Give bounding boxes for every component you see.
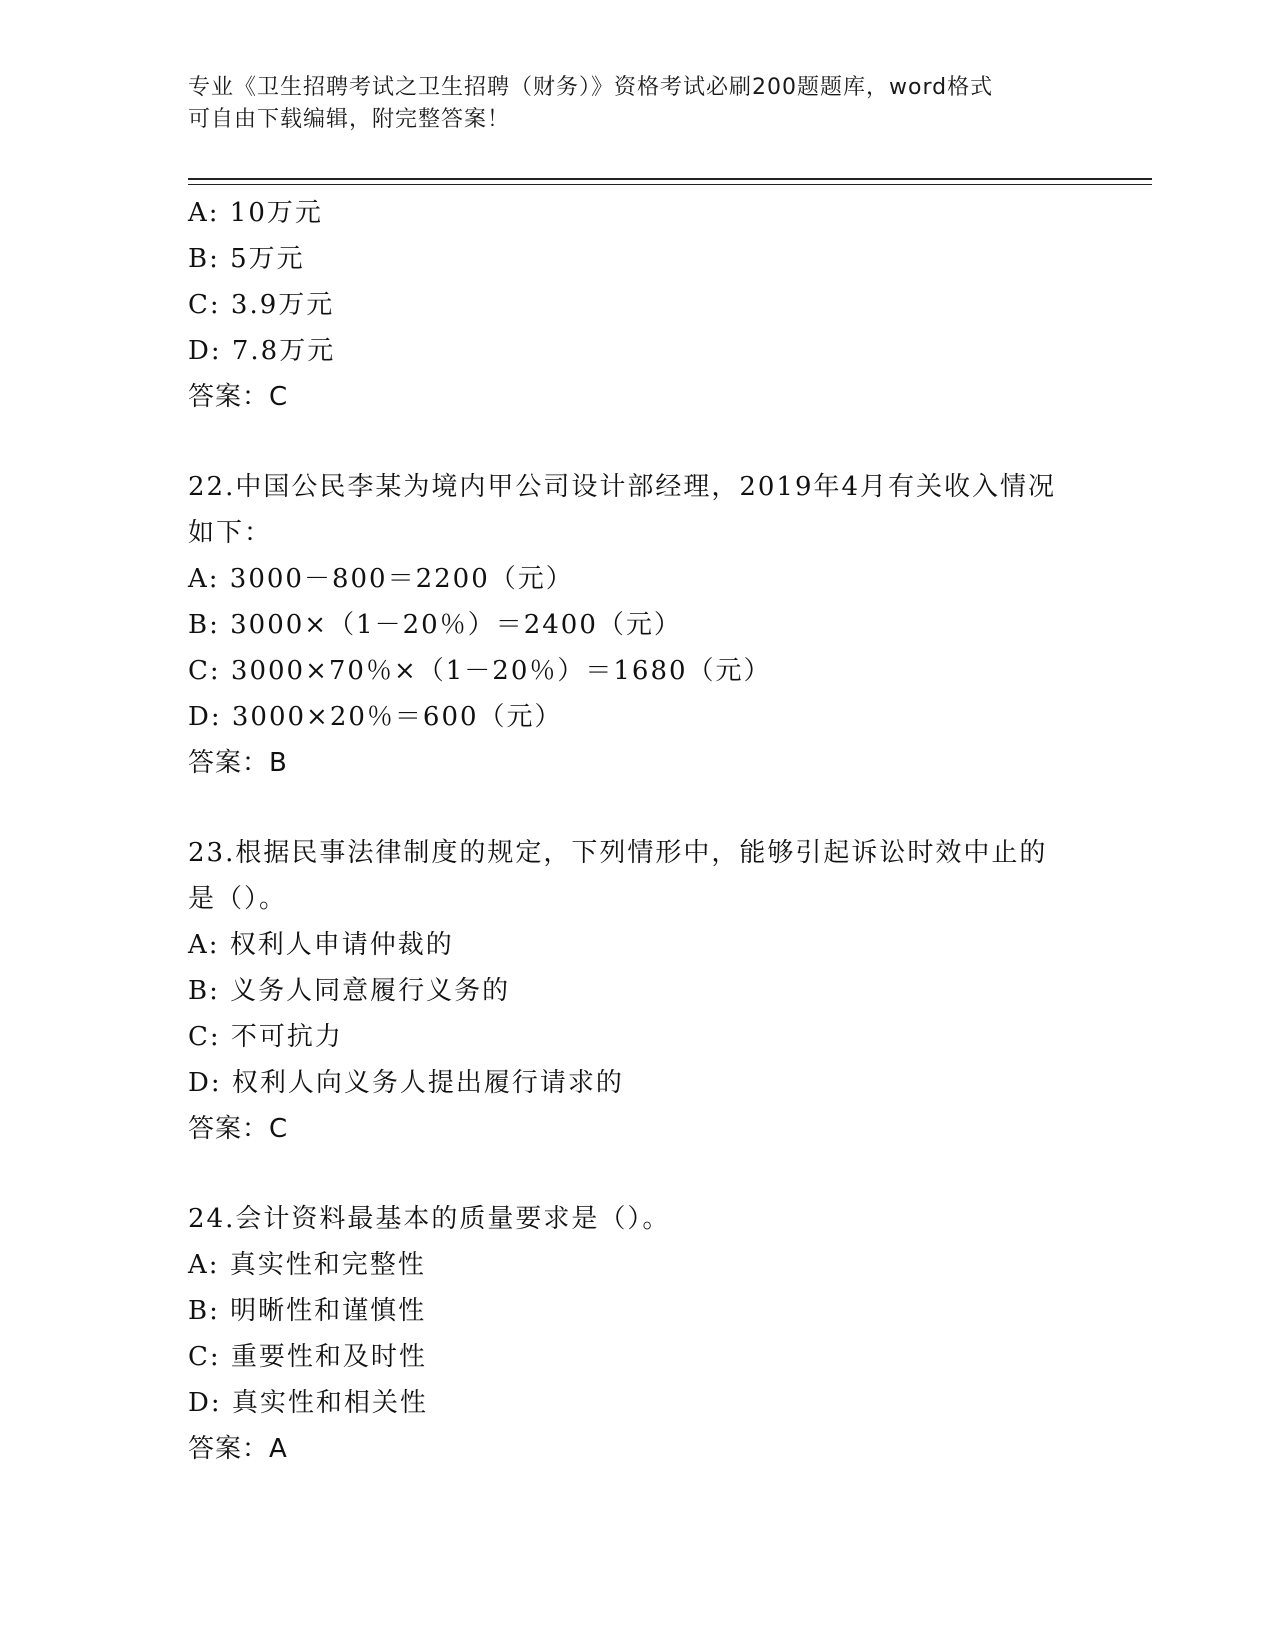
- question-content: [188, 190, 1148, 1472]
- question-21-continuation: [188, 190, 1148, 420]
- option-c: C: 重要性和及时性: [188, 1342, 427, 1372]
- answer-line: 答案：C: [188, 1114, 289, 1144]
- question-stem: 23.根据民事法律制度的规定，下列情形中，能够引起诉讼时效中止的: [188, 838, 1048, 868]
- spacer: [188, 420, 1148, 464]
- spacer: [188, 786, 1148, 830]
- option-b: B: 3000×（1－20％）＝2400（元）: [188, 610, 682, 640]
- answer-line: 答案：C: [188, 382, 289, 412]
- answer-line: 答案：A: [188, 1434, 288, 1464]
- question-stem: 22.中国公民李某为境内甲公司设计部经理，2019年4月有关收入情况: [188, 472, 1057, 502]
- document-header: [188, 72, 1088, 136]
- header-title-line-2: 可自由下载编辑，附完整答案！: [188, 107, 511, 132]
- header-title-line-1: 专业《卫生招聘考试之卫生招聘（财务）》资格考试必刷200题题库，word格式: [188, 75, 994, 100]
- header-rule-thin: [188, 184, 1152, 185]
- question-23: [188, 830, 1148, 1152]
- option-c: C: 3000×70％×（1－20％）＝1680（元）: [188, 656, 772, 686]
- option-b: B: 5万元: [188, 244, 305, 274]
- option-d: D: 权利人向义务人提出履行请求的: [188, 1068, 624, 1098]
- header-rule-thick: [188, 178, 1152, 180]
- option-a: A: 10万元: [188, 198, 323, 228]
- option-b: B: 义务人同意履行义务的: [188, 976, 511, 1006]
- answer-line: 答案：B: [188, 748, 288, 778]
- option-c: C: 3.9万元: [188, 290, 335, 320]
- option-a: A: 真实性和完整性: [188, 1250, 426, 1280]
- question-stem-continued: 是（）。: [188, 884, 288, 914]
- option-d: D: 3000×20％＝600（元）: [188, 702, 563, 732]
- option-c: C: 不可抗力: [188, 1022, 343, 1052]
- option-a: A: 3000－800＝2200（元）: [188, 564, 574, 594]
- option-d: D: 真实性和相关性: [188, 1388, 428, 1418]
- question-22: [188, 464, 1148, 786]
- spacer: [188, 1152, 1148, 1196]
- question-stem-continued: 如下：: [188, 518, 273, 548]
- option-b: B: 明晰性和谨慎性: [188, 1296, 427, 1326]
- option-d: D: 7.8万元: [188, 336, 336, 366]
- option-a: A: 权利人申请仲裁的: [188, 930, 454, 960]
- question-24: [188, 1196, 1148, 1472]
- question-stem: 24.会计资料最基本的质量要求是（）。: [188, 1204, 671, 1234]
